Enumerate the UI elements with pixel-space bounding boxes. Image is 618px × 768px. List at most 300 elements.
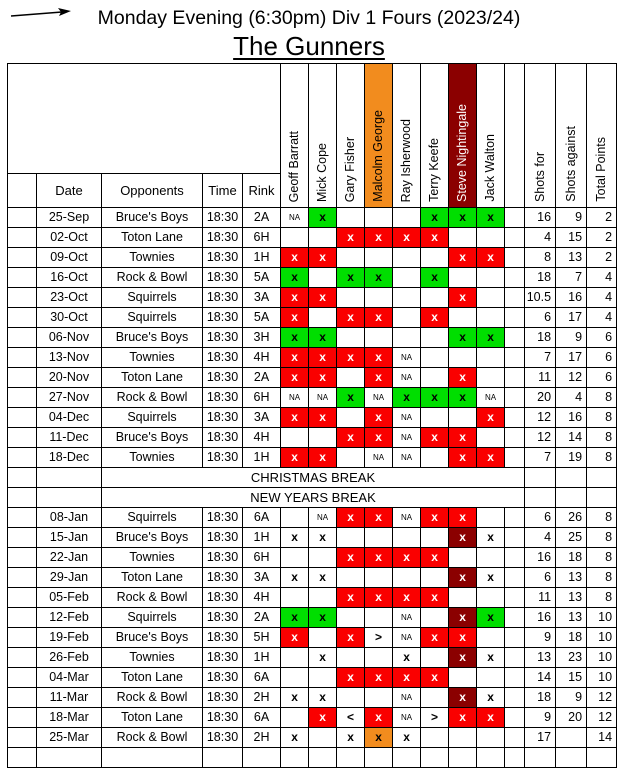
mark-cell bbox=[421, 608, 449, 628]
fixture-row bbox=[8, 368, 617, 388]
shots-for-cell: 7 bbox=[525, 448, 556, 468]
total-points-cell bbox=[587, 468, 617, 488]
mark-cell: x bbox=[309, 368, 337, 388]
spacer-cell bbox=[505, 648, 525, 668]
mark-cell bbox=[421, 368, 449, 388]
mark-cell bbox=[421, 248, 449, 268]
total-points-cell: 8 bbox=[587, 388, 617, 408]
shots-against-cell: 13 bbox=[556, 608, 587, 628]
mark-cell: x bbox=[337, 308, 365, 328]
shots-against-cell bbox=[556, 468, 587, 488]
mark-cell: x bbox=[449, 388, 477, 408]
mark-cell: x bbox=[281, 568, 309, 588]
mark-cell bbox=[309, 748, 337, 768]
mark-cell bbox=[393, 748, 421, 768]
shots-against-cell: 13 bbox=[556, 248, 587, 268]
mark-cell: x bbox=[477, 408, 505, 428]
spacer-cell bbox=[505, 388, 525, 408]
mark-cell bbox=[281, 708, 309, 728]
total-points-cell: 8 bbox=[587, 408, 617, 428]
player-name: Geoff Barratt bbox=[287, 130, 302, 202]
fixture-row bbox=[8, 728, 617, 748]
mark-cell bbox=[421, 408, 449, 428]
spacer-cell bbox=[505, 568, 525, 588]
shots-against-cell: 26 bbox=[556, 508, 587, 528]
mark-cell bbox=[281, 228, 309, 248]
mark-cell: x bbox=[337, 348, 365, 368]
fixtures-table bbox=[7, 63, 617, 768]
date-cell: 23-Oct bbox=[37, 288, 102, 308]
mark-cell bbox=[309, 428, 337, 448]
mark-cell: x bbox=[365, 408, 393, 428]
mark-cell: x bbox=[365, 508, 393, 528]
mark-cell: x bbox=[365, 228, 393, 248]
total-points-cell bbox=[587, 488, 617, 508]
spacer-cell bbox=[505, 448, 525, 468]
mark-cell bbox=[365, 328, 393, 348]
player-header-mick-cope bbox=[309, 64, 337, 208]
mark-cell: x bbox=[449, 648, 477, 668]
mark-cell bbox=[477, 228, 505, 248]
mark-cell bbox=[421, 748, 449, 768]
shots-against-cell: 9 bbox=[556, 208, 587, 228]
date-cell: 15-Jan bbox=[37, 528, 102, 548]
shots-against-cell bbox=[556, 488, 587, 508]
mark-cell bbox=[337, 608, 365, 628]
mark-cell: NA bbox=[281, 208, 309, 228]
row-margin-cell bbox=[8, 528, 37, 548]
shots-for-cell: 16 bbox=[525, 608, 556, 628]
mark-cell: NA bbox=[365, 448, 393, 468]
mark-cell bbox=[421, 728, 449, 748]
date-cell: 11-Dec bbox=[37, 428, 102, 448]
row-margin-cell bbox=[8, 468, 37, 488]
shots-for-cell: 6 bbox=[525, 568, 556, 588]
player-name: Gary Fisher bbox=[343, 136, 358, 202]
opponents-cell: Townies bbox=[102, 348, 203, 368]
rink-cell: 1H bbox=[243, 448, 281, 468]
rink-cell: 1H bbox=[243, 528, 281, 548]
shots-for-cell: 7 bbox=[525, 348, 556, 368]
mark-cell: x bbox=[309, 328, 337, 348]
mark-cell: x bbox=[281, 408, 309, 428]
mark-cell: x bbox=[449, 568, 477, 588]
mark-cell: x bbox=[281, 688, 309, 708]
mark-cell bbox=[449, 308, 477, 328]
player-name: Jack Walton bbox=[483, 134, 498, 202]
mark-cell: x bbox=[281, 268, 309, 288]
mark-cell: x bbox=[421, 628, 449, 648]
mark-cell bbox=[365, 568, 393, 588]
mark-cell bbox=[449, 728, 477, 748]
totals-label: Total Points bbox=[594, 137, 609, 202]
row-margin-cell bbox=[8, 248, 37, 268]
mark-cell bbox=[477, 268, 505, 288]
fixture-row bbox=[8, 268, 617, 288]
mark-cell: NA bbox=[365, 388, 393, 408]
mark-cell bbox=[477, 588, 505, 608]
shots-against-cell: 9 bbox=[556, 328, 587, 348]
rink-cell bbox=[243, 748, 281, 768]
mark-cell bbox=[421, 648, 449, 668]
date-cell: 29-Jan bbox=[37, 568, 102, 588]
shots-against-cell: 18 bbox=[556, 628, 587, 648]
date-cell bbox=[37, 488, 102, 508]
shots-for-cell: 13 bbox=[525, 648, 556, 668]
total-points-cell: 14 bbox=[587, 728, 617, 748]
rink-cell: 5A bbox=[243, 268, 281, 288]
time-header: Time bbox=[203, 174, 243, 208]
mark-cell: x bbox=[337, 508, 365, 528]
mark-cell: x bbox=[309, 208, 337, 228]
total-points-cell: 10 bbox=[587, 608, 617, 628]
mark-cell bbox=[449, 228, 477, 248]
mark-cell: x bbox=[281, 348, 309, 368]
mark-cell: > bbox=[421, 708, 449, 728]
mark-cell bbox=[449, 548, 477, 568]
mark-cell bbox=[421, 568, 449, 588]
header-blank-cell bbox=[8, 64, 281, 174]
mark-cell: x bbox=[337, 428, 365, 448]
mark-cell: x bbox=[309, 528, 337, 548]
total-points-cell: 2 bbox=[587, 228, 617, 248]
shots-for-cell: 10.5 bbox=[525, 288, 556, 308]
opponents-cell: Toton Lane bbox=[102, 568, 203, 588]
total-points-cell: 10 bbox=[587, 648, 617, 668]
row-margin-cell bbox=[8, 628, 37, 648]
mark-cell: NA bbox=[393, 608, 421, 628]
fixture-row bbox=[8, 248, 617, 268]
spacer-cell bbox=[505, 248, 525, 268]
mark-cell bbox=[449, 348, 477, 368]
date-cell: 18-Mar bbox=[37, 708, 102, 728]
shots-for-cell: 4 bbox=[525, 528, 556, 548]
mark-cell: NA bbox=[477, 388, 505, 408]
mark-cell bbox=[477, 728, 505, 748]
shots-against-cell: 13 bbox=[556, 568, 587, 588]
fixture-row bbox=[8, 548, 617, 568]
total-points-cell: 6 bbox=[587, 348, 617, 368]
mark-cell bbox=[477, 548, 505, 568]
mark-cell bbox=[365, 748, 393, 768]
mark-cell bbox=[365, 288, 393, 308]
shots-for-cell: 16 bbox=[525, 548, 556, 568]
spacer-column-header bbox=[505, 64, 525, 208]
shots-against-cell: 16 bbox=[556, 288, 587, 308]
mark-cell bbox=[337, 648, 365, 668]
mark-cell bbox=[337, 368, 365, 388]
mark-cell bbox=[365, 688, 393, 708]
spacer-cell bbox=[505, 688, 525, 708]
spacer-cell bbox=[505, 348, 525, 368]
mark-cell: x bbox=[477, 448, 505, 468]
opponents-cell: Bruce's Boys bbox=[102, 208, 203, 228]
fixture-row bbox=[8, 388, 617, 408]
opponents-cell: Townies bbox=[102, 248, 203, 268]
mark-cell: NA bbox=[393, 428, 421, 448]
row-margin-cell bbox=[8, 328, 37, 348]
date-cell: 06-Nov bbox=[37, 328, 102, 348]
rink-cell: 6A bbox=[243, 668, 281, 688]
fixture-row bbox=[8, 328, 617, 348]
row-margin-cell bbox=[8, 408, 37, 428]
time-cell: 18:30 bbox=[203, 388, 243, 408]
time-cell: 18:30 bbox=[203, 568, 243, 588]
date-cell: 19-Feb bbox=[37, 628, 102, 648]
mark-cell: x bbox=[309, 408, 337, 428]
shots-against-cell bbox=[556, 728, 587, 748]
total-points-cell: 10 bbox=[587, 668, 617, 688]
shots-for-cell: 8 bbox=[525, 248, 556, 268]
mark-cell: x bbox=[393, 548, 421, 568]
player-header-ray-isherwood bbox=[393, 64, 421, 208]
mark-cell bbox=[309, 548, 337, 568]
mark-cell: x bbox=[449, 208, 477, 228]
mark-cell bbox=[393, 208, 421, 228]
mark-cell bbox=[393, 248, 421, 268]
mark-cell bbox=[477, 348, 505, 368]
mark-cell: x bbox=[421, 508, 449, 528]
mark-cell bbox=[477, 288, 505, 308]
opponents-cell: Townies bbox=[102, 448, 203, 468]
opponents-header: Opponents bbox=[102, 174, 203, 208]
mark-cell: x bbox=[309, 288, 337, 308]
fixture-row bbox=[8, 688, 617, 708]
rink-cell: 3A bbox=[243, 288, 281, 308]
mark-cell: x bbox=[309, 568, 337, 588]
row-margin-cell bbox=[8, 448, 37, 468]
mark-cell bbox=[281, 588, 309, 608]
total-points-header bbox=[587, 64, 617, 208]
rink-cell: 3A bbox=[243, 408, 281, 428]
rink-cell: 4H bbox=[243, 428, 281, 448]
total-points-cell bbox=[587, 748, 617, 768]
rink-cell: 2A bbox=[243, 608, 281, 628]
date-cell: 08-Jan bbox=[37, 508, 102, 528]
mark-cell: x bbox=[421, 308, 449, 328]
mark-cell: x bbox=[477, 528, 505, 548]
mark-cell bbox=[281, 428, 309, 448]
total-points-cell: 10 bbox=[587, 628, 617, 648]
row-margin-cell bbox=[8, 608, 37, 628]
opponents-cell: Bruce's Boys bbox=[102, 428, 203, 448]
mark-cell: x bbox=[393, 388, 421, 408]
row-margin-cell bbox=[8, 688, 37, 708]
time-cell: 18:30 bbox=[203, 528, 243, 548]
fixture-row bbox=[8, 668, 617, 688]
player-header-malcolm-george bbox=[365, 64, 393, 208]
rink-cell: 1H bbox=[243, 648, 281, 668]
mark-cell: x bbox=[393, 648, 421, 668]
mark-cell: x bbox=[421, 588, 449, 608]
mark-cell: x bbox=[337, 548, 365, 568]
total-points-cell: 8 bbox=[587, 508, 617, 528]
time-cell: 18:30 bbox=[203, 308, 243, 328]
mark-cell bbox=[337, 328, 365, 348]
mark-cell bbox=[393, 268, 421, 288]
shots-against-cell: 7 bbox=[556, 268, 587, 288]
mark-cell: x bbox=[309, 248, 337, 268]
time-cell: 18:30 bbox=[203, 648, 243, 668]
rink-cell: 2H bbox=[243, 728, 281, 748]
mark-cell bbox=[281, 668, 309, 688]
opponents-cell: Rock & Bowl bbox=[102, 688, 203, 708]
mark-cell: NA bbox=[309, 508, 337, 528]
mark-cell: NA bbox=[281, 388, 309, 408]
mark-cell bbox=[421, 288, 449, 308]
mark-cell: NA bbox=[393, 508, 421, 528]
opponents-cell: Townies bbox=[102, 548, 203, 568]
mark-cell: x bbox=[449, 368, 477, 388]
spacer-cell bbox=[505, 748, 525, 768]
rink-cell: 2A bbox=[243, 368, 281, 388]
total-points-cell: 4 bbox=[587, 268, 617, 288]
time-cell: 18:30 bbox=[203, 548, 243, 568]
mark-cell bbox=[281, 508, 309, 528]
row-margin-cell bbox=[8, 488, 37, 508]
date-cell: 05-Feb bbox=[37, 588, 102, 608]
mark-cell: x bbox=[477, 708, 505, 728]
shots-for-cell: 20 bbox=[525, 388, 556, 408]
mark-cell: x bbox=[281, 608, 309, 628]
spacer-cell bbox=[505, 308, 525, 328]
fixture-row bbox=[8, 408, 617, 428]
mark-cell: x bbox=[365, 588, 393, 608]
mark-cell bbox=[309, 308, 337, 328]
opponents-cell: Squirrels bbox=[102, 308, 203, 328]
mark-cell: NA bbox=[393, 448, 421, 468]
time-cell: 18:30 bbox=[203, 628, 243, 648]
mark-cell bbox=[449, 748, 477, 768]
shots-against-cell: 12 bbox=[556, 368, 587, 388]
opponents-cell: Rock & Bowl bbox=[102, 588, 203, 608]
shots-for-cell bbox=[525, 488, 556, 508]
time-cell: 18:30 bbox=[203, 328, 243, 348]
mark-cell: x bbox=[477, 568, 505, 588]
time-cell: 18:30 bbox=[203, 728, 243, 748]
mark-cell: x bbox=[421, 548, 449, 568]
opponents-cell: Bruce's Boys bbox=[102, 528, 203, 548]
mark-cell: x bbox=[421, 428, 449, 448]
mark-cell: x bbox=[365, 428, 393, 448]
mark-cell bbox=[309, 628, 337, 648]
mark-cell bbox=[393, 568, 421, 588]
shots-against-cell: 15 bbox=[556, 668, 587, 688]
mark-cell: x bbox=[281, 248, 309, 268]
mark-cell: NA bbox=[393, 368, 421, 388]
mark-cell: x bbox=[337, 628, 365, 648]
mark-cell bbox=[421, 528, 449, 548]
mark-cell bbox=[337, 568, 365, 588]
shots-for-cell: 14 bbox=[525, 668, 556, 688]
mark-cell: x bbox=[449, 508, 477, 528]
time-cell: 18:30 bbox=[203, 688, 243, 708]
shots-against-cell: 23 bbox=[556, 648, 587, 668]
mark-cell: x bbox=[337, 588, 365, 608]
mark-cell: x bbox=[365, 708, 393, 728]
mark-cell bbox=[309, 668, 337, 688]
mark-cell bbox=[337, 688, 365, 708]
date-cell: 04-Mar bbox=[37, 668, 102, 688]
team-title: The Gunners bbox=[233, 31, 385, 61]
player-header-steve-nightingale bbox=[449, 64, 477, 208]
mark-cell bbox=[337, 448, 365, 468]
fixture-row bbox=[8, 508, 617, 528]
player-name: Steve Nightingale bbox=[455, 104, 470, 202]
mark-cell bbox=[393, 328, 421, 348]
shots-against-cell: 9 bbox=[556, 688, 587, 708]
fixture-row bbox=[8, 648, 617, 668]
row-margin-cell bbox=[8, 268, 37, 288]
time-cell: 18:30 bbox=[203, 408, 243, 428]
time-cell: 18:30 bbox=[203, 268, 243, 288]
rink-header: Rink bbox=[243, 174, 281, 208]
spacer-cell bbox=[505, 288, 525, 308]
mark-cell: x bbox=[393, 588, 421, 608]
mark-cell bbox=[449, 268, 477, 288]
shots-against-header bbox=[556, 64, 587, 208]
mark-cell: x bbox=[477, 648, 505, 668]
totals-label: Shots against bbox=[563, 126, 578, 202]
mark-cell: x bbox=[281, 368, 309, 388]
shots-against-cell: 4 bbox=[556, 388, 587, 408]
date-cell: 16-Oct bbox=[37, 268, 102, 288]
spacer-cell bbox=[505, 668, 525, 688]
time-cell: 18:30 bbox=[203, 248, 243, 268]
mark-cell bbox=[309, 268, 337, 288]
rink-cell: 2H bbox=[243, 688, 281, 708]
shots-for-cell: 6 bbox=[525, 308, 556, 328]
rink-cell: 3H bbox=[243, 328, 281, 348]
date-cell: 02-Oct bbox=[37, 228, 102, 248]
spacer-cell bbox=[505, 428, 525, 448]
fixture-row bbox=[8, 708, 617, 728]
shots-against-cell: 25 bbox=[556, 528, 587, 548]
mark-cell: NA bbox=[309, 388, 337, 408]
total-points-cell: 8 bbox=[587, 568, 617, 588]
shots-against-cell: 16 bbox=[556, 408, 587, 428]
date-cell: 25-Mar bbox=[37, 728, 102, 748]
date-cell: 30-Oct bbox=[37, 308, 102, 328]
mark-cell: x bbox=[337, 668, 365, 688]
shots-against-cell bbox=[556, 748, 587, 768]
date-cell: 13-Nov bbox=[37, 348, 102, 368]
empty-row bbox=[8, 748, 617, 768]
mark-cell bbox=[477, 628, 505, 648]
date-cell: 11-Mar bbox=[37, 688, 102, 708]
shots-for-header bbox=[525, 64, 556, 208]
date-cell: 27-Nov bbox=[37, 388, 102, 408]
shots-for-cell: 4 bbox=[525, 228, 556, 248]
date-cell: 12-Feb bbox=[37, 608, 102, 628]
mark-cell: x bbox=[281, 728, 309, 748]
player-header-gary-fisher bbox=[337, 64, 365, 208]
mark-cell bbox=[421, 688, 449, 708]
total-points-cell: 12 bbox=[587, 688, 617, 708]
mark-cell: NA bbox=[393, 688, 421, 708]
mark-cell: x bbox=[477, 608, 505, 628]
row-margin-cell bbox=[8, 348, 37, 368]
rink-cell: 1H bbox=[243, 248, 281, 268]
shots-against-cell: 20 bbox=[556, 708, 587, 728]
time-cell: 18:30 bbox=[203, 348, 243, 368]
shots-against-cell: 17 bbox=[556, 348, 587, 368]
shots-for-cell: 9 bbox=[525, 708, 556, 728]
mark-cell: x bbox=[309, 648, 337, 668]
row-margin-cell bbox=[8, 728, 37, 748]
mark-cell: x bbox=[421, 228, 449, 248]
rink-cell: 2A bbox=[243, 208, 281, 228]
